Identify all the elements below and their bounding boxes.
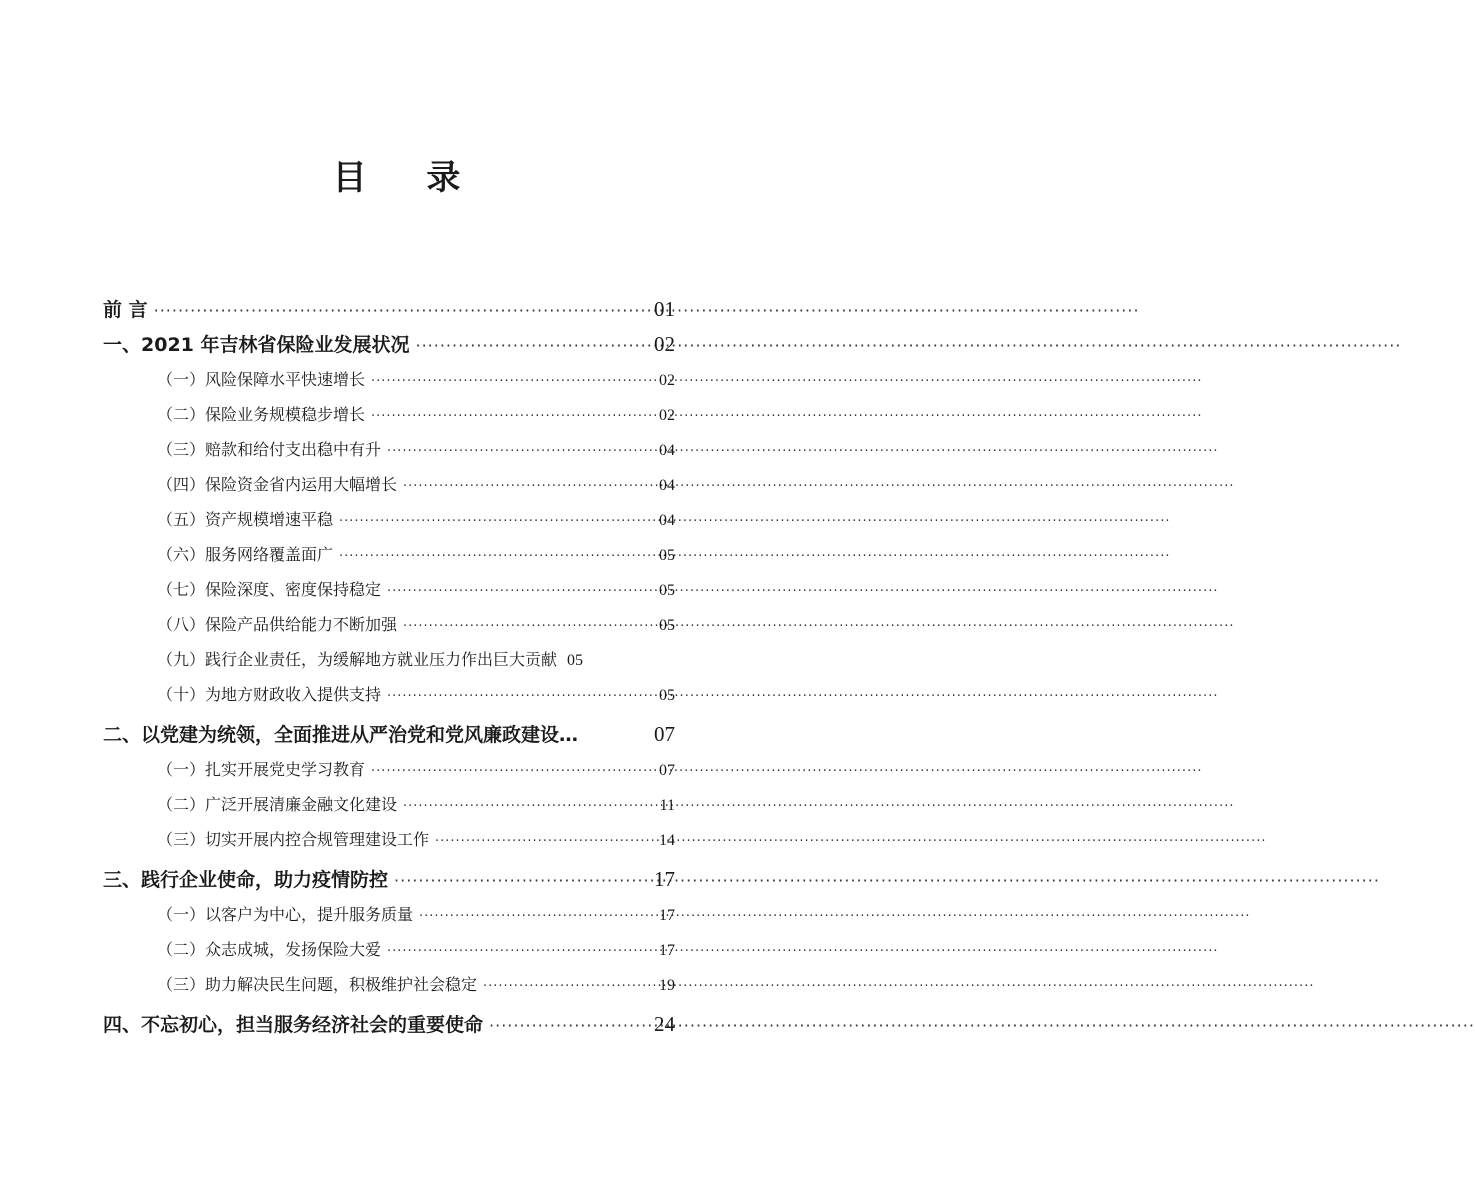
dot-leader — [397, 469, 659, 504]
toc-entry-label: （一）以客户为中心，提升服务质量 — [157, 905, 414, 924]
toc-entry-section-1[interactable] — [103, 327, 675, 362]
dot-leader — [365, 364, 659, 399]
table-of-contents — [103, 292, 675, 1042]
toc-entry-1-5[interactable] — [103, 502, 675, 537]
dot-leader — [397, 789, 660, 824]
page-title: 目 录 — [332, 158, 485, 198]
toc-entry-2-2[interactable] — [103, 787, 675, 822]
toc-entry-page: 19 — [659, 977, 675, 994]
toc-entry-page: 02 — [659, 407, 675, 424]
dot-leader — [381, 574, 659, 609]
toc-entry-3-2[interactable] — [103, 932, 675, 967]
toc-entry-3-1[interactable] — [103, 897, 675, 932]
toc-entry-label: （二）众志成城，发扬保险大爱 — [157, 940, 382, 959]
toc-entry-section-3[interactable] — [103, 862, 675, 897]
toc-entry-page: 04 — [659, 512, 675, 529]
toc-entry-2-3[interactable] — [103, 822, 675, 857]
toc-entry-label: 二、以党建为统领，全面推进从严治党和党风廉政建设… — [103, 724, 579, 746]
toc-entry-label: 一、2021 年吉林省保险业发展状况 — [103, 334, 410, 356]
toc-entry-page: 05 — [659, 547, 675, 564]
toc-entry-1-10[interactable] — [103, 677, 675, 712]
dot-leader — [429, 824, 659, 859]
toc-entry-page: 17 — [659, 907, 675, 924]
dot-leader — [381, 679, 659, 714]
toc-entry-label: （一）扎实开展党史学习教育 — [157, 760, 366, 779]
dot-leader — [365, 754, 659, 789]
toc-entry-label: （三）切实开展内控合规管理建设工作 — [157, 830, 430, 849]
toc-entry-page: 24 — [654, 1012, 675, 1036]
dot-leader — [333, 504, 659, 539]
dot-leader — [388, 863, 654, 898]
toc-entry-1-8[interactable] — [103, 607, 675, 642]
toc-entry-label: （六）服务网络覆盖面广 — [157, 545, 334, 564]
toc-entry-label: （五）资产规模增速平稳 — [157, 510, 334, 529]
toc-entry-page: 07 — [659, 762, 675, 779]
toc-entry-1-9[interactable] — [103, 642, 675, 677]
toc-entry-label: （四）保险资金省内运用大幅增长 — [157, 475, 398, 494]
toc-entry-page: 05 — [659, 617, 675, 634]
dot-leader — [148, 293, 654, 328]
toc-entry-page: 05 — [659, 582, 675, 599]
toc-entry-label: （七）保险深度、密度保持稳定 — [157, 580, 382, 599]
toc-entry-page: 14 — [659, 832, 675, 849]
toc-entry-1-7[interactable] — [103, 572, 675, 607]
dot-leader — [483, 1008, 654, 1043]
toc-entry-label: （二）广泛开展清廉金融文化建设 — [157, 795, 398, 814]
toc-entry-label: （九）践行企业责任，为缓解地方就业压力作出巨大贡献 — [157, 650, 558, 669]
toc-entry-page: 04 — [659, 442, 675, 459]
dot-leader — [381, 434, 659, 469]
toc-entry-page: 05 — [567, 652, 584, 669]
toc-entry-page: 02 — [654, 332, 675, 356]
toc-entry-1-1[interactable] — [103, 362, 675, 397]
toc-entry-page: 02 — [659, 372, 675, 389]
toc-entry-page: 11 — [659, 797, 675, 814]
toc-entry-1-3[interactable] — [103, 432, 675, 467]
toc-entry-1-6[interactable] — [103, 537, 675, 572]
toc-entry-label: 前 言 — [103, 299, 148, 321]
toc-entry-label: （二）保险业务规模稳步增长 — [157, 405, 366, 424]
toc-entry-page: 17 — [659, 942, 675, 959]
toc-entry-label: （十）为地方财政收入提供支持 — [157, 685, 382, 704]
dot-leader — [365, 399, 659, 434]
dot-leader — [413, 899, 659, 934]
toc-entry-label: （八）保险产品供给能力不断加强 — [157, 615, 398, 634]
toc-entry-2-1[interactable] — [103, 752, 675, 787]
dot-leader — [477, 969, 659, 1004]
toc-entry-page: 05 — [659, 687, 675, 704]
toc-entry-label: （三）赔款和给付支出稳中有升 — [157, 440, 382, 459]
toc-entry-page: 04 — [659, 477, 675, 494]
dot-leader — [381, 934, 659, 969]
toc-entry-label: （一）风险保障水平快速增长 — [157, 370, 366, 389]
toc-entry-1-4[interactable] — [103, 467, 675, 502]
dot-leader — [410, 328, 655, 363]
toc-entry-preface[interactable] — [103, 292, 675, 327]
toc-entry-section-2[interactable] — [103, 717, 675, 752]
toc-entry-section-4[interactable] — [103, 1007, 675, 1042]
toc-entry-3-3[interactable] — [103, 967, 675, 1002]
toc-entry-label: （三）助力解决民生问题，积极维护社会稳定 — [157, 975, 478, 994]
toc-entry-label: 三、践行企业使命，助力疫情防控 — [103, 869, 389, 891]
toc-entry-page: 17 — [654, 867, 675, 891]
toc-entry-label: 四、不忘初心，担当服务经济社会的重要使命 — [103, 1014, 484, 1036]
toc-entry-1-2[interactable] — [103, 397, 675, 432]
dot-leader — [333, 539, 659, 574]
toc-entry-page: 07 — [654, 722, 675, 746]
toc-entry-page: 01 — [654, 297, 675, 321]
dot-leader — [397, 609, 659, 644]
